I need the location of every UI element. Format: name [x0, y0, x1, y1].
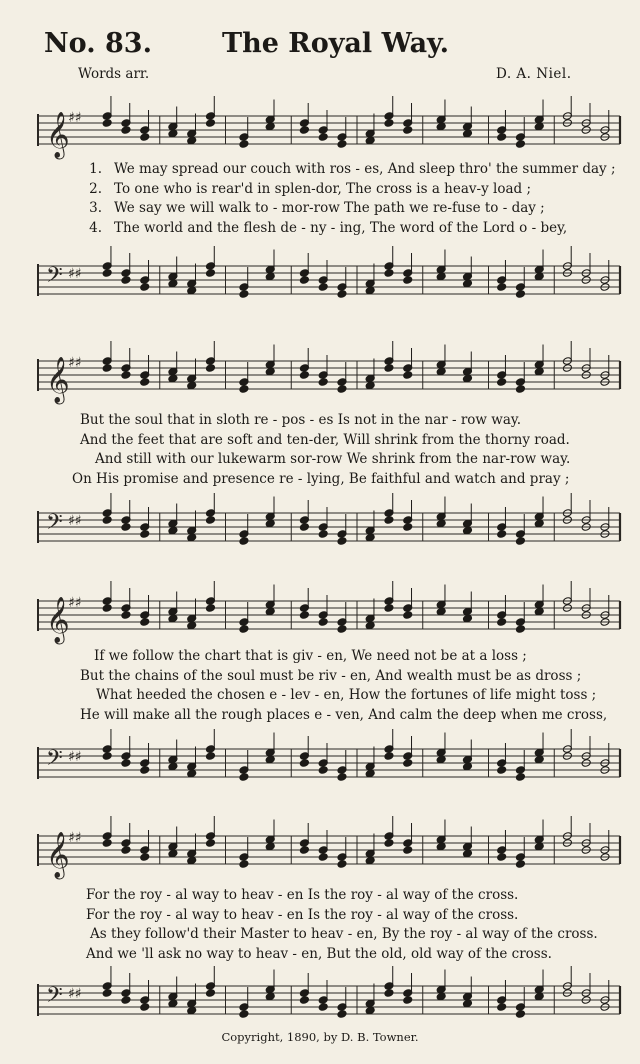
note-head: [187, 381, 197, 390]
note-head: [239, 537, 249, 546]
verse-number: 3.: [89, 200, 102, 216]
note-head: [121, 611, 131, 620]
note-head: [102, 989, 112, 998]
bass-clef-icon: 𝄢: [46, 983, 63, 1013]
treble-staff-lines: [38, 585, 620, 645]
note-head: [140, 766, 150, 775]
note-head: [365, 286, 375, 295]
note-head: [121, 846, 131, 855]
note-head: [187, 136, 197, 145]
note-head: [168, 526, 178, 535]
note-head: [318, 283, 328, 292]
note-head: [102, 364, 112, 373]
verse-line: For the roy - al way to heav - en Is the roy - al way of the cross.: [86, 887, 519, 903]
note-head: [318, 766, 328, 775]
treble-staff-lines: [38, 820, 620, 880]
note-head: [337, 625, 347, 634]
verse-line: As they follow'd their Master to heav - en, By the roy - al way of the cross.: [90, 926, 598, 942]
note-head: [515, 860, 525, 869]
note-head: [403, 126, 413, 135]
note-head: [187, 1006, 197, 1015]
note-head: [299, 846, 309, 855]
note-head: [239, 1010, 249, 1019]
verse-number: 4.: [89, 219, 102, 236]
treble-clef-icon: 𝄞: [46, 112, 70, 158]
note-head: [102, 604, 112, 613]
note-head: [318, 133, 328, 142]
note-head: [534, 519, 544, 528]
note-head: [497, 1003, 507, 1012]
key-signature-icon: ♯♯: [68, 513, 82, 529]
note-head: [462, 762, 472, 771]
note-head: [497, 853, 507, 862]
bass-staff-lines: [38, 733, 620, 793]
bass-clef-icon: 𝄢: [46, 263, 63, 293]
note-head: [140, 1003, 150, 1012]
note-head: [205, 752, 215, 761]
note-head: [534, 367, 544, 376]
hymn-header: [0, 0, 640, 90]
note-head: [403, 846, 413, 855]
note-head: [121, 523, 131, 532]
note-head: [534, 992, 544, 1001]
note-head: [187, 533, 197, 542]
note-head: [121, 759, 131, 768]
verse-line: And the feet that are soft and ten-der, Will shrink from the thorny road.: [80, 431, 570, 448]
note-head: [462, 614, 472, 623]
note-head: [121, 126, 131, 135]
note-head: [299, 523, 309, 532]
note-head: [534, 755, 544, 764]
note-head: [337, 860, 347, 869]
note-head: [337, 773, 347, 782]
note-head: [515, 625, 525, 634]
verse-text: The world and the flesh de - ny - ing, The word of the Lord o - bey,: [114, 219, 568, 236]
bass-staff: [38, 250, 620, 310]
verse-text: To one who is rear'd in splen-dor, The cross is a heav-y load ;: [114, 180, 531, 197]
note-head: [187, 769, 197, 778]
note-head: [168, 279, 178, 288]
treble-staff-lines: [38, 345, 620, 405]
note-head: [365, 621, 375, 630]
note-head: [515, 385, 525, 394]
note-head: [497, 766, 507, 775]
verse-line: But the soul that in sloth re - pos - es Is not in the nar - row way.: [80, 412, 521, 428]
note-head: [462, 129, 472, 138]
note-head: [265, 367, 275, 376]
note-head: [187, 621, 197, 630]
note-head: [299, 759, 309, 768]
verse-block: [86, 886, 640, 964]
note-head: [497, 618, 507, 627]
note-head: [265, 992, 275, 1001]
note-head: [365, 856, 375, 865]
note-head: [436, 607, 446, 616]
note-head: [403, 523, 413, 532]
note-head: [205, 119, 215, 128]
note-head: [265, 607, 275, 616]
treble-clef-icon: 𝄞: [46, 832, 70, 878]
treble-staff: [38, 100, 620, 160]
note-head: [318, 618, 328, 627]
note-head: [140, 378, 150, 387]
words-credit: Words arr.: [78, 66, 150, 82]
note-head: [168, 762, 178, 771]
key-signature-icon: ♯♯: [68, 266, 82, 282]
note-head: [515, 537, 525, 546]
key-signature-icon: ♯♯: [68, 830, 82, 846]
note-head: [205, 839, 215, 848]
key-signature-icon: ♯♯: [68, 355, 82, 371]
note-head: [365, 381, 375, 390]
note-head: [497, 133, 507, 142]
verse-line: On His promise and presence re - lying, Be faithful and watch and pray ;: [72, 470, 570, 487]
note-head: [102, 752, 112, 761]
verse-line: And we 'll ask no way to heav - en, But the old, old way of the cross.: [86, 945, 552, 962]
music-system-1: [0, 90, 640, 330]
note-head: [462, 849, 472, 858]
note-head: [534, 607, 544, 616]
note-head: [187, 856, 197, 865]
note-head: [205, 989, 215, 998]
note-head: [318, 378, 328, 387]
note-head: [318, 530, 328, 539]
note-head: [403, 759, 413, 768]
note-head: [384, 516, 394, 525]
note-head: [436, 272, 446, 281]
note-head: [365, 533, 375, 542]
note-head: [205, 364, 215, 373]
note-head: [384, 839, 394, 848]
composer-credit: D. A. Niel.: [496, 66, 572, 82]
note-head: [365, 1006, 375, 1015]
note-head: [436, 992, 446, 1001]
bass-staff-lines: [38, 970, 620, 1030]
verse-line: For the roy - al way to heav - en Is the roy - al way of the cross.: [86, 906, 519, 923]
verse-line: [66, 219, 622, 239]
verse-line: [66, 199, 622, 219]
note-head: [102, 269, 112, 278]
note-head: [337, 290, 347, 299]
note-head: [265, 272, 275, 281]
bass-staff-lines: [38, 497, 620, 557]
treble-staff: [38, 585, 620, 645]
note-head: [239, 773, 249, 782]
note-head: [299, 276, 309, 285]
hymn-title: The Royal Way.: [222, 28, 450, 59]
note-head: [102, 516, 112, 525]
key-signature-icon: ♯♯: [68, 986, 82, 1002]
verse-line: And still with our lukewarm sor-row We shrink from the nar-row way.: [95, 451, 571, 467]
key-signature-icon: ♯♯: [68, 749, 82, 765]
note-head: [140, 618, 150, 627]
note-head: [384, 119, 394, 128]
verse-number: 1.: [89, 161, 102, 177]
note-head: [403, 371, 413, 380]
note-head: [168, 129, 178, 138]
note-head: [205, 269, 215, 278]
verse-text: We say we will walk to - mor-row The path we re-fuse to - day ;: [114, 200, 545, 216]
bass-clef-icon: 𝄢: [46, 510, 63, 540]
note-head: [337, 537, 347, 546]
note-head: [462, 279, 472, 288]
note-head: [299, 996, 309, 1005]
music-system-2: [0, 345, 640, 555]
note-head: [168, 614, 178, 623]
verse-line: [66, 180, 622, 200]
note-head: [534, 122, 544, 131]
bass-staff: [38, 970, 620, 1030]
note-head: [140, 530, 150, 539]
verse-line: [66, 160, 622, 180]
note-head: [365, 136, 375, 145]
note-head: [239, 290, 249, 299]
note-head: [403, 996, 413, 1005]
note-head: [384, 752, 394, 761]
copyright-notice: Copyright, 1890, by D. B. Towner.: [221, 1030, 419, 1044]
note-head: [239, 860, 249, 869]
note-head: [337, 140, 347, 149]
note-head: [403, 611, 413, 620]
verse-block: [80, 647, 636, 725]
note-head: [239, 625, 249, 634]
note-head: [205, 516, 215, 525]
verse-line: What heeded the chosen e - lev - en, How the fortunes of life might toss ;: [96, 687, 597, 703]
verse-line: But the chains of the soul must be riv - en, And wealth must be as dross ;: [80, 667, 582, 684]
bass-staff-lines: [38, 250, 620, 310]
verse-block: [66, 160, 622, 238]
note-head: [384, 269, 394, 278]
note-head: [403, 276, 413, 285]
note-head: [497, 378, 507, 387]
treble-staff-lines: [38, 100, 620, 160]
note-head: [239, 140, 249, 149]
note-head: [168, 849, 178, 858]
music-system-3: [0, 585, 640, 795]
note-head: [436, 842, 446, 851]
note-head: [436, 367, 446, 376]
note-head: [384, 604, 394, 613]
bass-clef-icon: 𝄢: [46, 746, 63, 776]
note-head: [337, 385, 347, 394]
note-head: [140, 853, 150, 862]
note-head: [436, 755, 446, 764]
treble-clef-icon: 𝄞: [46, 597, 70, 643]
note-head: [187, 286, 197, 295]
verse-number: 2.: [89, 180, 102, 197]
note-head: [515, 1010, 525, 1019]
note-head: [436, 519, 446, 528]
note-head: [168, 374, 178, 383]
note-head: [384, 989, 394, 998]
bass-staff: [38, 733, 620, 793]
note-head: [299, 371, 309, 380]
note-head: [318, 853, 328, 862]
verse-line: He will make all the rough places e - ven, And calm the deep when me cross,: [80, 706, 608, 723]
note-head: [318, 1003, 328, 1012]
hymn-number: No. 83.: [44, 28, 152, 59]
verse-text: We may spread our couch with ros - es, And sleep thro' the summer day ;: [114, 161, 616, 177]
bass-staff: [38, 497, 620, 557]
note-head: [462, 526, 472, 535]
treble-staff: [38, 820, 620, 880]
note-head: [515, 140, 525, 149]
verse-line: If we follow the chart that is giv - en, We need not be at a loss ;: [94, 648, 527, 664]
key-signature-icon: ♯♯: [68, 595, 82, 611]
note-head: [515, 290, 525, 299]
note-head: [515, 773, 525, 782]
note-head: [102, 119, 112, 128]
note-head: [384, 364, 394, 373]
note-head: [102, 839, 112, 848]
note-head: [497, 530, 507, 539]
note-head: [462, 999, 472, 1008]
note-head: [121, 996, 131, 1005]
treble-clef-icon: 𝄞: [46, 357, 70, 403]
note-head: [265, 122, 275, 131]
note-head: [534, 842, 544, 851]
note-head: [168, 999, 178, 1008]
note-head: [436, 122, 446, 131]
note-head: [121, 276, 131, 285]
note-head: [462, 374, 472, 383]
note-head: [140, 283, 150, 292]
treble-staff: [38, 345, 620, 405]
note-head: [140, 133, 150, 142]
note-head: [265, 755, 275, 764]
key-signature-icon: ♯♯: [68, 110, 82, 126]
note-head: [299, 611, 309, 620]
note-head: [205, 604, 215, 613]
note-head: [534, 272, 544, 281]
note-head: [337, 1010, 347, 1019]
note-head: [497, 283, 507, 292]
verse-block: [72, 411, 636, 489]
note-head: [265, 842, 275, 851]
note-head: [121, 371, 131, 380]
note-head: [365, 769, 375, 778]
note-head: [265, 519, 275, 528]
music-system-4: [0, 820, 640, 1030]
note-head: [239, 385, 249, 394]
note-head: [299, 126, 309, 135]
